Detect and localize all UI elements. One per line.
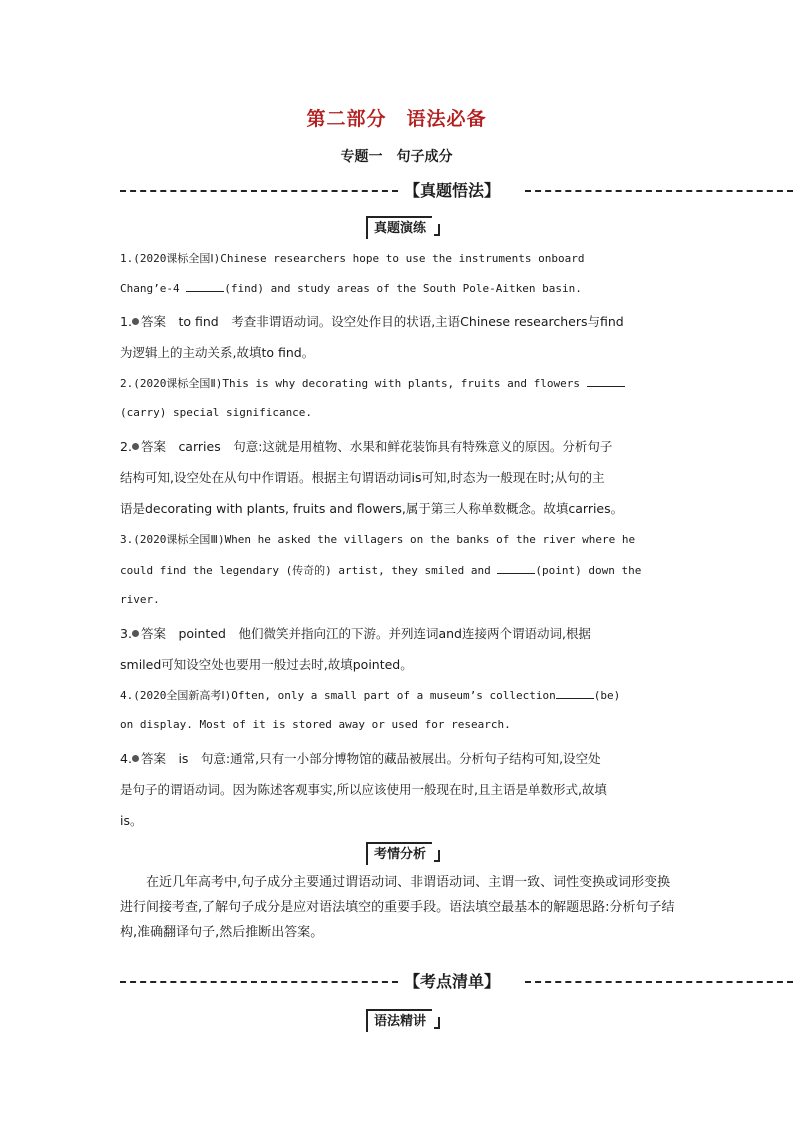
answer-1-line-2: 为逻辑上的主动关系,故填to find。 bbox=[120, 345, 315, 360]
answer-4-line-3: is。 bbox=[120, 813, 143, 828]
answer-bullet-icon bbox=[132, 443, 139, 450]
tag-kaoqing-fenxi: 考情分析 bbox=[366, 843, 440, 862]
question-4-line-1: 4.(2020全国新高考Ⅰ)Often, only a small part of a museum’s collection (be) bbox=[120, 689, 621, 702]
answer-bullet-icon bbox=[132, 630, 139, 637]
answer-4-line-2: 是句子的谓语动词。因为陈述客观事实,所以应该使用一般现在时,且主语是单数形式,故填 bbox=[120, 782, 607, 797]
answer-1-line-1: 1. 答案 to find 考查非谓语动词。设空处作目的状语,主语Chinese researchers与find bbox=[120, 314, 624, 329]
answer-bullet-icon bbox=[132, 318, 139, 325]
section-divider-zhenti bbox=[120, 178, 793, 204]
section-label-kaodian: 【考点清单】 bbox=[404, 972, 501, 991]
question-3-line-1: 3.(2020课标全国Ⅲ)When he asked the villagers on the banks of the river where he bbox=[120, 533, 636, 546]
answer-4-line-1: 4. 答案 is 句意:通常,只有一小部分博物馆的藏品被展出。分析句子结构可知,设空处 bbox=[120, 751, 601, 766]
answer-3-line-2: smiled可知设空处也要用一般过去时,故填pointed。 bbox=[120, 657, 413, 672]
answer-blank bbox=[556, 688, 594, 699]
answer-2-line-2: 结构可知,设空处在从句中作谓语。根据主句谓语动词is可知,时态为一般现在时;从句的主 bbox=[120, 470, 605, 485]
tag-yufa-jingjiang: 语法精讲 bbox=[366, 1010, 440, 1029]
question-4-line-2: on display. Most of it is stored away or used for research. bbox=[120, 718, 511, 731]
section-divider-kaodian bbox=[120, 969, 793, 995]
question-3-line-3: river. bbox=[120, 593, 160, 606]
question-1-line-2: Chang’e-4 (find) and study areas of the South Pole-Aitken basin. bbox=[120, 282, 582, 295]
answer-blank bbox=[587, 376, 625, 387]
answer-blank bbox=[186, 281, 224, 292]
question-2-line-1: 2.(2020课标全国Ⅱ)This is why decorating with plants, fruits and flowers bbox=[120, 375, 676, 391]
answer-3-line-1: 3. 答案 pointed 他们微笑并指向江的下游。并列连词and连接两个谓语动词,根据 bbox=[120, 626, 591, 641]
page-title: 第二部分 语法必备 bbox=[306, 108, 487, 130]
question-1-line-1: 1.(2020课标全国Ⅰ)Chinese researchers hope to use the instruments onboard bbox=[120, 252, 585, 265]
answer-2-line-1: 2. 答案 carries 句意:这就是用植物、水果和鲜花装饰具有特殊意义的原因。分析句子 bbox=[120, 439, 613, 454]
question-3-line-2: could find the legendary (传奇的) artist, they smiled and (point) down the bbox=[120, 564, 642, 577]
analysis-paragraph: 在近几年高考中,句子成分主要通过谓语动词、非谓语动词、主谓一致、词性变换或词形变换进行间接考查,了解句子成分是应对语法填空的重要手段。语法填空最基本的解题思路:分析句子结构,准确翻译句子,然后推断出答案。 bbox=[120, 875, 675, 940]
topic-title: 专题一 句子成分 bbox=[340, 149, 453, 165]
question-2-line-2: (carry) special significance. bbox=[120, 406, 313, 419]
answer-blank bbox=[497, 563, 535, 574]
answer-bullet-icon bbox=[132, 755, 139, 762]
answer-2-line-3: 语是decorating with plants, fruits and flowers,属于第三人称单数概念。故填carries。 bbox=[120, 501, 624, 516]
tag-zhenti-yanlian: 真题演练 bbox=[366, 217, 440, 236]
section-label-zhenti: 【真题悟法】 bbox=[404, 181, 501, 200]
